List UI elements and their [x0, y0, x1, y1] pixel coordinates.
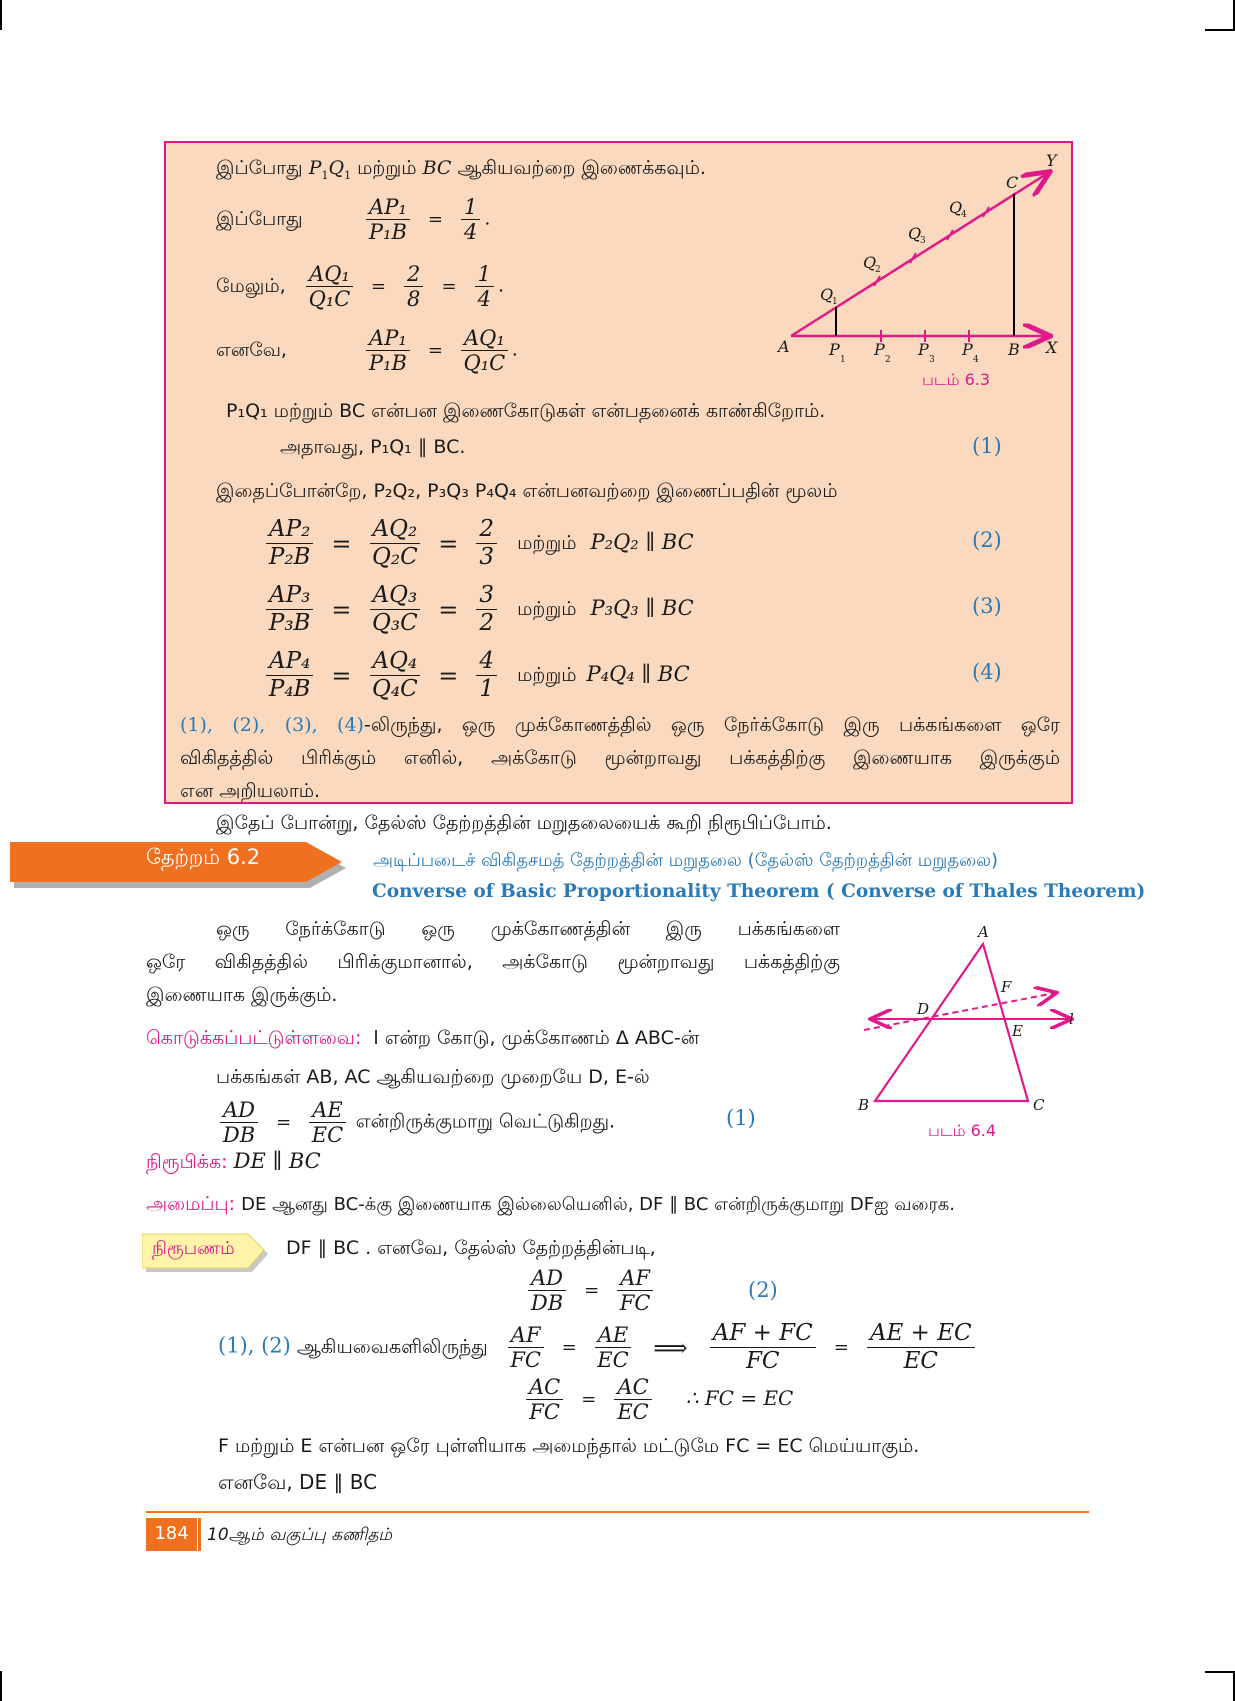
box-l3-den: Q₁C	[308, 287, 351, 311]
fraction	[266, 516, 313, 571]
fraction	[404, 262, 423, 311]
label-q4: Q	[949, 198, 963, 217]
fraction	[614, 1375, 651, 1424]
box-rows-2-d2: Q₄C	[372, 676, 418, 702]
label-c: C	[1006, 173, 1019, 192]
fig63-labels-s3: 3	[929, 355, 935, 365]
box-l3-label: மேலும்,	[216, 274, 286, 297]
box-l2-eq: =	[427, 208, 443, 230]
box-l3-eq2: =	[441, 275, 457, 297]
box-concl-line3: என அறியலாம்.	[180, 780, 321, 802]
crop-mark	[1205, 1671, 1235, 1673]
proof-r1-d2: FC	[619, 1291, 651, 1315]
proof-r1-n2: AF	[617, 1266, 653, 1291]
theorem-label: தேற்றம் 6.2	[146, 845, 261, 869]
construction-label: அமைப்பு:	[146, 1193, 236, 1215]
toprove-label: நிரூபிக்க:	[146, 1151, 228, 1173]
box-conclusion	[180, 709, 1060, 808]
proof-r2-eq: =	[561, 1336, 577, 1358]
box-rows-0-d3: 3	[479, 544, 495, 570]
box-l1-c: Q	[328, 157, 345, 179]
box-l2-dot: .	[484, 207, 491, 230]
box-rows-2-n3: 4	[476, 648, 497, 676]
label-y: Y	[1046, 151, 1057, 170]
box-rows-1-eq: =	[331, 595, 352, 624]
box-concl-line1: -லிருந்து, ஒரு முக்கோணத்தில் ஒரு நேர்க்கோடு இரு பக்கங்களை ஒரே	[363, 714, 1060, 736]
box-l1-c-sub: 1	[344, 168, 352, 182]
fraction	[266, 582, 313, 637]
box-rows-0-rel: P₂Q₂ ∥ BC	[590, 529, 694, 554]
box-l3-dot: .	[497, 274, 505, 297]
box-l1-a: இப்போது	[216, 157, 303, 179]
fraction	[526, 1375, 563, 1424]
fig63-labels-s4: 4	[961, 210, 967, 220]
ratio-row-4	[262, 648, 690, 703]
equation-number: (2)	[972, 528, 1002, 552]
given-frac-n2: AE	[309, 1098, 346, 1123]
box-rows-2-n1: AP₄	[266, 648, 313, 676]
fraction	[366, 326, 410, 375]
fig63-labels-s1: 1	[832, 297, 838, 307]
proof-label: நிரூபணம்	[152, 1238, 235, 1259]
fraction	[476, 516, 497, 571]
fraction	[220, 1098, 258, 1147]
proof-row-2	[218, 1320, 979, 1375]
given-frac-d2: EC	[311, 1123, 344, 1147]
given-text3: என்றிருக்குமாறு வெட்டுகிறது.	[355, 1110, 616, 1133]
label-b: B	[1008, 340, 1020, 359]
fig63-labels-s1: 1	[840, 355, 846, 365]
proof-line-5: எனவே, DE ∥ BC	[218, 1470, 378, 1494]
box-l3-n3: 1	[475, 262, 494, 287]
proof-row-3	[522, 1375, 793, 1424]
box-l4-eq: =	[427, 339, 443, 361]
fraction	[461, 195, 480, 244]
box-l4-den: P₁B	[368, 351, 407, 375]
box-rows-2-eq: =	[331, 661, 352, 690]
construction-text: DE ஆனது BC-க்கு இணையாக இல்லையெனில், DF ∥ BC என்றிருக்குமாறு DFஐ வரைக.	[241, 1194, 956, 1215]
label-q3: Q	[908, 224, 922, 243]
fraction	[476, 648, 497, 703]
label-a: A	[778, 337, 790, 356]
box-l2-rnum: 1	[461, 195, 480, 220]
proof-r2-eq2: =	[833, 1336, 849, 1358]
box-rows-2-text: மற்றும்	[517, 663, 577, 686]
theorem-statement	[146, 913, 840, 1012]
box-rows-1-eq: =	[438, 595, 459, 624]
box-l2-num: AP₁	[366, 195, 410, 220]
label-p1: P	[829, 340, 840, 359]
line-df-dashed	[864, 993, 1055, 1030]
footer-rule	[146, 1511, 1089, 1513]
ratio-row-3	[262, 582, 694, 637]
label-q2: Q	[863, 253, 877, 272]
box-line-3	[216, 262, 504, 311]
proof-r2-d2: EC	[597, 1348, 629, 1372]
box-concl-refs: (1), (2), (3), (4)	[180, 714, 364, 736]
construction	[146, 1191, 955, 1218]
ray-ay	[791, 173, 1048, 336]
proof-r2-imp: ⟹	[653, 1333, 688, 1362]
figure-6-4	[850, 920, 1090, 1120]
given-label: கொடுக்கப்பட்டுள்ளவை:	[146, 1027, 362, 1049]
proof-r1-d1: DB	[530, 1291, 564, 1315]
proof-r2-text: ஆகியவைகளிலிருந்து	[296, 1335, 488, 1358]
fig63-labels-s3: 3	[920, 236, 926, 246]
fig63-labels-s2: 2	[875, 265, 881, 275]
box-rows-2-eq: =	[438, 661, 459, 690]
box-rows-1-rel: P₃Q₃ ∥ BC	[590, 595, 694, 620]
box-l4-label: எனவே,	[216, 338, 287, 361]
box-rows-0-text: மற்றும்	[517, 531, 577, 554]
box-rows-0-n1: AP₂	[266, 516, 313, 544]
proof-r3-n1: AC	[526, 1375, 563, 1400]
box-rows-1-d3: 2	[479, 610, 495, 636]
equation-number: (4)	[972, 660, 1002, 684]
page-number: 184	[154, 1523, 189, 1544]
box-rows-2-rel: P₄Q₄ ∥ BC	[586, 661, 690, 686]
given-frac-n1: AD	[220, 1098, 258, 1123]
proof-r3-eq: =	[581, 1388, 597, 1410]
box-l4-num: AP₁	[366, 326, 410, 351]
proof-r3-d1: FC	[529, 1400, 560, 1424]
fraction	[366, 195, 410, 244]
box-rows-1-n2: AQ₃	[370, 582, 421, 610]
theorem-statement-2: ஒரே விகிதத்தில் பிரிக்குமானால், அக்கோடு மூன்றாவது பக்கத்திற்கு	[146, 951, 840, 973]
fraction	[306, 262, 353, 311]
fraction	[476, 582, 497, 637]
box-l1-f: ஆகியவற்றை இணைக்கவும்.	[457, 157, 706, 179]
fig63-labels-s4: 4	[973, 355, 979, 365]
equation-number: (2)	[748, 1278, 778, 1302]
equation-number: (1)	[972, 434, 1002, 458]
given-frac-d1: DB	[222, 1123, 256, 1147]
box-rows-0-d1: P₂B	[268, 544, 311, 570]
proof-r1-eq: =	[584, 1279, 600, 1301]
proof-line-4: F மற்றும் E என்பன ஒரே புள்ளியாக அமைந்தால் மட்டுமே FC = EC மெய்யாகும்.	[218, 1435, 920, 1457]
box-line-6: அதாவது, P₁Q₁ ∥ BC.	[280, 436, 466, 458]
page-number-rule	[198, 1518, 201, 1551]
ratio-row-2	[262, 516, 694, 571]
box-rows-2-d3: 1	[479, 676, 495, 702]
figure-6-4-caption: படம் 6.4	[928, 1121, 997, 1140]
box-rows-1-n1: AP₃	[266, 582, 313, 610]
box-l4-rden: Q₁C	[463, 351, 506, 375]
box-rows-1-d1: P₃B	[268, 610, 311, 636]
fraction	[595, 1323, 632, 1372]
given-text1: l என்ற கோடு, முக்கோணம் Δ ABC-ன்	[373, 1027, 700, 1049]
box-rows-0-eq: =	[331, 529, 352, 558]
box-rows-2-n2: AQ₄	[370, 648, 421, 676]
equation-number: (1)	[726, 1106, 756, 1130]
fraction	[309, 1098, 346, 1147]
fraction	[867, 1320, 975, 1375]
given-line-2: பக்கங்கள் AB, AC ஆகியவற்றை முறையே D, E-ல்	[216, 1066, 650, 1088]
fig63-labels-s2: 2	[885, 355, 891, 365]
figure-6-3	[770, 150, 1070, 385]
intro-line: இதேப் போன்று, தேல்ஸ் தேற்றத்தின் மறுதலையைக் கூறி நிரூபிப்போம்.	[216, 812, 832, 834]
box-concl-line2: விகிதத்தில் பிரிக்கும் எனில், அக்கோடு மூன்றாவது பக்கத்திற்கு இணையாக இருக்கும்	[180, 747, 1060, 769]
figure-6-3-caption: படம் 6.3	[922, 370, 991, 389]
label-q1: Q	[820, 285, 834, 304]
box-rows-0-d2: Q₂C	[372, 544, 418, 570]
crop-mark	[1205, 29, 1235, 31]
box-line-7: இதைப்போன்றே, P₂Q₂, P₃Q₃ P₄Q₄ என்பனவற்றை இணைப்பதின் மூலம்	[216, 480, 838, 502]
fraction	[266, 648, 313, 703]
box-l3-d2: 8	[407, 287, 421, 311]
crop-mark	[0, 1671, 2, 1701]
proof-r2-n2: AE	[595, 1323, 632, 1348]
proof-r2-n1: AF	[508, 1323, 544, 1348]
label-b: B	[858, 1096, 870, 1114]
toprove-text: DE ∥ BC	[233, 1149, 321, 1173]
proof-r2-n4: AE + EC	[867, 1320, 975, 1348]
proof-r2-refs: (1), (2)	[218, 1333, 291, 1358]
box-rows-0-eq: =	[438, 529, 459, 558]
box-rows-0-n3: 2	[476, 516, 497, 544]
box-line-5: P₁Q₁ மற்றும் BC என்பன இணைகோடுகள் என்பதனைக் காண்கிறோம்.	[226, 400, 826, 422]
box-l2-den: P₁B	[368, 220, 407, 244]
label-f: F	[1001, 978, 1012, 996]
box-l4-rnum: AQ₁	[461, 326, 508, 351]
box-l1-b-sub: 1	[321, 168, 329, 182]
label-c: C	[1033, 1096, 1045, 1114]
proof-r3-d2: EC	[617, 1400, 649, 1424]
label-p4: P	[962, 340, 973, 359]
fraction	[370, 582, 421, 637]
box-rows-0-n2: AQ₂	[370, 516, 421, 544]
box-line-4	[216, 326, 518, 375]
crop-mark	[0, 0, 2, 30]
proof-r2-n3: AF + FC	[710, 1320, 816, 1348]
proof-r1-n1: AD	[528, 1266, 566, 1291]
theorem-statement-1: ஒரு நேர்க்கோடு ஒரு முக்கோணத்தின் இரு பக்கங்களை	[216, 918, 840, 940]
label-d: D	[917, 1000, 930, 1018]
fraction	[508, 1323, 544, 1372]
box-rows-1-text: மற்றும்	[517, 597, 577, 620]
proof-r2-d3: FC	[745, 1348, 780, 1374]
to-prove	[146, 1148, 321, 1175]
box-rows-2-d1: P₄B	[268, 676, 311, 702]
given-frac-eq: =	[276, 1111, 292, 1133]
fraction	[461, 326, 508, 375]
given-line-1	[146, 1025, 699, 1051]
box-rows-1-n3: 3	[476, 582, 497, 610]
box-l4-dot: .	[511, 338, 518, 361]
proof-r2-d4: EC	[903, 1348, 938, 1374]
label-l: l	[1069, 1010, 1074, 1028]
box-l1-e: BC	[422, 157, 452, 179]
box-l3-eq1: =	[370, 275, 386, 297]
proof-row-1	[524, 1266, 657, 1315]
proof-r3-n2: AC	[614, 1375, 651, 1400]
label-p2: P	[874, 340, 885, 359]
label-a: A	[978, 923, 989, 941]
fraction	[475, 262, 494, 311]
fraction	[370, 648, 421, 703]
given-line-3	[216, 1098, 615, 1147]
fraction	[710, 1320, 816, 1375]
proof-line-1: DF ∥ BC . எனவே, தேல்ஸ் தேற்றத்தின்படி,	[286, 1237, 656, 1259]
footer-title: 10ஆம் வகுப்பு கணிதம்	[207, 1525, 393, 1545]
theorem-statement-3: இணையாக இருக்கும்.	[146, 984, 338, 1006]
equation-number: (3)	[972, 594, 1002, 618]
label-x: X	[1046, 338, 1058, 357]
fraction	[528, 1266, 566, 1315]
fraction	[370, 516, 421, 571]
fraction	[617, 1266, 653, 1315]
box-line-2	[216, 195, 490, 244]
label-e: E	[1012, 1022, 1023, 1040]
box-rows-1-d2: Q₃C	[372, 610, 418, 636]
box-l2-rden: 4	[463, 220, 478, 244]
proof-r3-therefore: ∴ FC = EC	[685, 1385, 794, 1410]
box-l1-d: மற்றும்	[357, 157, 417, 179]
label-p3: P	[918, 340, 929, 359]
box-line-1	[216, 155, 706, 189]
box-l2-label: இப்போது	[216, 207, 303, 230]
proof-r2-d1: FC	[510, 1348, 541, 1372]
box-l1-b: P	[308, 157, 322, 179]
box-l3-num: AQ₁	[306, 262, 353, 287]
box-l3-d3: 4	[477, 287, 491, 311]
theorem-title-ta: அடிப்படைச் விகிதசமத் தேற்றத்தின் மறுதலை (தேல்ஸ் தேற்றத்தின் மறுதலை)	[373, 850, 999, 871]
box-l3-n2: 2	[404, 262, 423, 287]
theorem-title-en: Converse of Basic Proportionality Theorem ( Converse of Thales Theorem)	[372, 881, 1146, 902]
